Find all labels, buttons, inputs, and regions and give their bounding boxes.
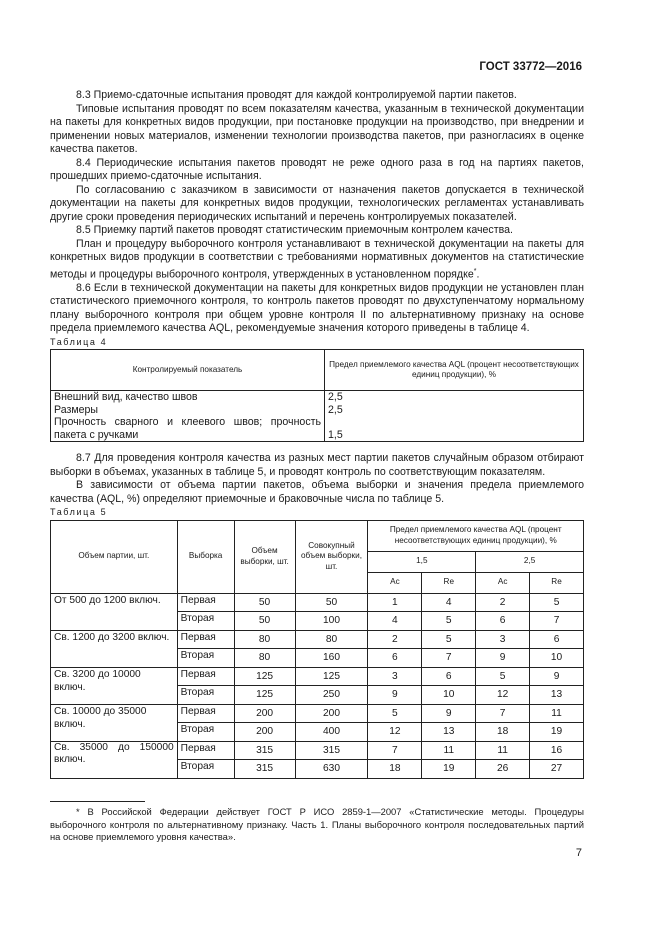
table5-cell: 5 [368,704,422,723]
footnote-divider [50,801,145,802]
table-5 [50,520,584,779]
table-row [51,404,584,417]
table5-cell: 9 [530,667,584,686]
table5-lot-cell: От 500 до 1200 включ. [51,593,178,630]
table5-cell: 80 [234,630,295,649]
table5-cell: 9 [368,686,422,705]
table5-cell: Первая [177,741,234,760]
table5-cell: 4 [422,593,476,612]
page-number: 7 [575,847,582,859]
table5-cell: 12 [476,686,530,705]
table5-cell: Вторая [177,612,234,631]
table5-cell: 80 [234,649,295,668]
table5-cell: 9 [476,649,530,668]
table-row [51,667,584,686]
table5-cell: 12 [368,723,422,742]
table5-cell: 50 [295,593,368,612]
table5-cell: 200 [234,723,295,742]
table5-cell: 18 [368,760,422,779]
table4-value: 1,5 [325,416,584,442]
table4-header-indicator: Контролируемый показатель [51,350,325,391]
table5-header-ac: Ac [476,572,530,593]
table5-cell: 80 [295,630,368,649]
table5-cell: 3 [368,667,422,686]
table5-lot-cell: Св. 3200 до 10000 включ. [51,667,178,704]
table4-value: 2,5 [325,391,584,404]
table5-cell: 2 [368,630,422,649]
table5-cell: 13 [530,686,584,705]
table5-cell: 7 [530,612,584,631]
table-row [51,593,584,612]
paragraph-plan [50,238,584,282]
table5-cell: 3 [476,630,530,649]
table5-cell: 1 [368,593,422,612]
table5-header-re: Re [422,572,476,593]
table5-header-row-1 [51,520,584,551]
table5-cell: 200 [234,704,295,723]
table5-cell: 9 [422,704,476,723]
table5-lot-cell: Св. 35000 до 150000 включ. [51,741,178,778]
table5-cell: 315 [295,741,368,760]
table5-cell: 125 [234,667,295,686]
table5-cell: Вторая [177,649,234,668]
table5-cell: 10 [422,686,476,705]
table4-indicator: Размеры [51,404,325,417]
table-row [51,704,584,723]
paragraph-aql: В зависимости от объема партии пакетов, объема выборки и значения предела приемлемого качества (AQL, %) определяют приемочные и браковочные числа по таблице 5. [50,479,584,505]
table5-cell: 50 [234,593,295,612]
table5-cell: Вторая [177,760,234,779]
table5-cell: 5 [476,667,530,686]
table5-caption: Таблица 5 [50,507,108,518]
table5-cell: 18 [476,723,530,742]
table5-cell: 2 [476,593,530,612]
table5-cell: 315 [234,741,295,760]
table5-header-sample-size: Объем выборки, шт. [234,520,295,593]
table5-lot-cell: Св. 1200 до 3200 включ. [51,630,178,667]
table5-cell: 11 [530,704,584,723]
table4-value: 2,5 [325,404,584,417]
table5-cell: 5 [422,630,476,649]
table5-cell: 7 [422,649,476,668]
document-id-header: ГОСТ 33772—2016 [479,61,582,73]
table5-cell: 160 [295,649,368,668]
table5-cell: 6 [530,630,584,649]
table5-header-aql-2-5: 2,5 [476,551,584,572]
table5-lot-cell: Св. 10000 до 35000 включ. [51,704,178,741]
table5-cell: 4 [368,612,422,631]
table5-cell: 315 [234,760,295,779]
table-row [51,391,584,404]
table5-cell: 10 [530,649,584,668]
table5-cell: Первая [177,667,234,686]
table5-cell: 19 [530,723,584,742]
table5-cell: 125 [234,686,295,705]
table5-header-aql-1-5: 1,5 [368,551,476,572]
document-body [50,89,584,779]
table-4 [50,349,584,442]
table5-cell: 6 [476,612,530,631]
table5-cell: 630 [295,760,368,779]
paragraph-8-3: 8.3 Приемо-сдаточные испытания проводят для каждой контролируемой партии пакетов. [76,89,517,101]
table-row [51,741,584,760]
table5-header-ac: Ac [368,572,422,593]
table5-body [51,593,584,778]
table5-cell: 11 [422,741,476,760]
table5-header-re: Re [530,572,584,593]
paragraph-plan-end: . [476,268,480,281]
table5-cell: Вторая [177,723,234,742]
table5-cell: 50 [234,612,295,631]
paragraph-type-tests: Типовые испытания проводят по всем показателям качества, указанным в технической документации на пакеты для конкретных видов продукции, при постановке продукции на производство, при внедрении и применении новых материалов, изменении технологии производства пакетов, при разногласиях в оценке качества пакетов. [50,102,584,155]
table5-cell: 7 [368,741,422,760]
table5-cell: Первая [177,593,234,612]
table5-header-lot: Объем партии, шт. [51,520,178,593]
footnote-mark: * [473,267,477,275]
table5-cell: 400 [295,723,368,742]
table5-cell: 7 [476,704,530,723]
paragraph-8-4: 8.4 Периодические испытания пакетов проводят не реже одного раза в год на партиях пакетов, прошедших приемо-сдаточные испытания. [50,156,584,182]
table5-cell: 16 [530,741,584,760]
table5-cell: 5 [530,593,584,612]
table4-header-aql: Предел приемлемого качества AQL (процент несоответствующих единиц продукции), % [325,350,584,391]
table5-cell: 6 [422,667,476,686]
table5-header-sample: Выборка [177,520,234,593]
table4-indicator: Внешний вид, качество швов [51,391,325,404]
table5-cell: 26 [476,760,530,779]
table5-cell: 125 [295,667,368,686]
table4-caption: Таблица 4 [50,336,108,347]
paragraph-agreement: По согласованию с заказчиком в зависимости от назначения пакетов допускается в технической документации на пакеты для конкретных видов продукции, технологических регламентах устанавливать другие сроки проведения периодических испытаний и перечень контролируемых показателей. [50,183,584,223]
table5-cell: 250 [295,686,368,705]
table5-cell: 19 [422,760,476,779]
table5-cell: 13 [422,723,476,742]
paragraph-plan-text: План и процедуру выборочного контроля устанавливают в технической документации на пакеты для конкретных видов продукции в соответствии с требованиями нормативных документов на статистические методы и процедуры выборочного контроля, утвержденных в установленном порядке [50,237,584,281]
table5-cell: 6 [368,649,422,668]
paragraph-8-6: 8.6 Если в технической документации на пакеты для конкретных видов продукции не установлен план статистического приемочного контроля, то контроль пакетов проводят по двухступенчатому нормальному плану выборочного контроля при общем уровне контроля II по альтернативному признаку на основе предела приемлемого качества AQL, рекомендуемые значения которого приведены в таблице 4. [50,281,584,335]
table4-indicator: Прочность сварного и клеевого швов; прочность пакета с ручками [51,416,325,442]
table-row [51,630,584,649]
table5-cell: Вторая [177,686,234,705]
paragraph-8-5: 8.5 Приемку партий пакетов проводят статистическим приемочным контролем качества. [76,224,513,236]
table5-cell: 27 [530,760,584,779]
table5-cell: 5 [422,612,476,631]
footnote: * В Российской Федерации действует ГОСТ Р ИСО 2859-1—2007 «Статистические методы. Процедуры выборочного контроля по альтернативному признаку. Часть 1. Планы выборочного контроля последовательных партий на основе приемлемого уровня качества». [50,806,584,842]
table5-header-aql: Предел приемлемого качества AQL (процент несоответствующих единиц продукции), % [368,520,584,551]
table5-cell: 100 [295,612,368,631]
table5-cell: Первая [177,704,234,723]
paragraph-8-7: 8.7 Для проведения контроля качества из разных мест партии пакетов случайным образом отбирают выборки в объемах, указанных в таблице 5, и проводят контроль по соответствующим показателям. [50,452,584,478]
table-row [51,416,584,442]
table4-header-row [51,350,584,391]
table5-cell: 11 [476,741,530,760]
table5-header-cumulative: Совокупный объем выборки, шт. [295,520,368,593]
table5-cell: Первая [177,630,234,649]
table5-cell: 200 [295,704,368,723]
